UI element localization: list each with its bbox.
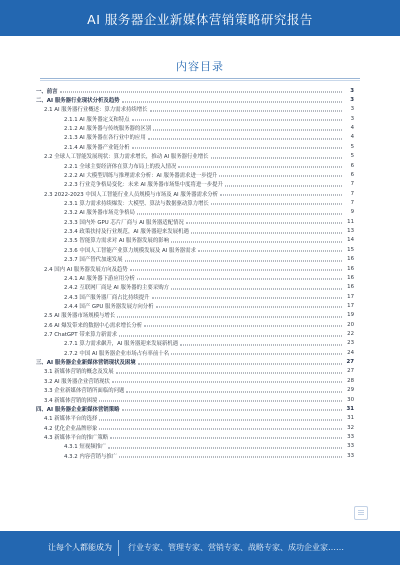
document-icon (354, 506, 368, 520)
toc-entry[interactable] (36, 423, 354, 432)
toc-leader-dots (99, 419, 342, 420)
toc-entry-page: 31 (346, 405, 354, 412)
report-title: AI 服务器企业新媒体营销策略研究报告 (87, 12, 313, 27)
toc-entry-page: 3 (350, 115, 354, 122)
toc-leader-dots (219, 176, 342, 177)
toc-leader-dots (220, 195, 342, 196)
toc-entry-label: 4.3.2 内容营销与推广 (64, 453, 118, 460)
toc-entry-label: 2.7.1 算力需求飙升，AI 服务器迎来发展新机遇 (64, 341, 179, 348)
toc-entry-label: 4.2 优化企业品牌形象 (44, 425, 98, 432)
toc-entry-label: 2.3 2022-2023 中国人工智能行业人员规模与市场及 AI 服务器需求分析 (44, 191, 219, 198)
toc-entry-label: 2.4.4 国产 GPU 服务器发展方向分析 (64, 303, 154, 310)
toc-leader-dots (119, 335, 342, 336)
toc-entry[interactable] (36, 245, 354, 254)
toc-leader-dots (137, 213, 342, 214)
toc-entry-page: 5 (350, 143, 354, 150)
footer-separator (118, 540, 119, 556)
toc-entry[interactable] (36, 123, 354, 132)
toc-entry-page: 5 (350, 153, 354, 160)
toc-entry-label: 一、前言 (36, 88, 58, 95)
toc-entry-page: 32 (347, 424, 354, 431)
page-footer (0, 531, 400, 565)
toc-entry-page: 24 (347, 349, 354, 356)
toc-leader-dots (191, 232, 342, 233)
toc-entry-label: 三、AI 服务器企业新媒体营销现状及困境 (36, 360, 136, 367)
toc-entry-label: 2.5 AI 服务器市场规模与增长 (44, 313, 116, 320)
toc-entry[interactable] (36, 442, 354, 451)
toc-entry-page: 7 (350, 199, 354, 206)
toc-leader-dots (116, 372, 342, 373)
toc-entry[interactable] (36, 367, 354, 376)
toc-entry-page: 30 (347, 396, 354, 403)
toc-entry[interactable] (36, 264, 354, 273)
toc-entry-page: 20 (347, 321, 354, 328)
toc-leader-dots (152, 298, 342, 299)
toc-entry[interactable] (36, 414, 354, 423)
toc-entry-page: 11 (347, 218, 354, 225)
footer-slogan-left: 让每个人都能成为 (48, 543, 112, 552)
toc-leader-dots (137, 279, 342, 280)
toc-leader-dots (171, 354, 342, 355)
toc-entry-label: 四、AI 服务器企业新媒体营销策略 (36, 406, 120, 413)
toc-entry-page: 19 (347, 312, 354, 319)
toc-leader-dots (198, 251, 342, 252)
toc-entry-page: 6 (350, 162, 354, 169)
toc-entry-page: 17 (347, 302, 354, 309)
toc-leader-dots (125, 260, 342, 261)
toc-entry-label: 2.3.5 智能算力需求对 AI 服务器发展的影响 (64, 238, 169, 245)
footer-slogan-right: 行业专家、管理专家、营销专家、战略专家、成功企业家…… (128, 543, 344, 552)
toc-leader-dots (138, 363, 342, 364)
toc-entry[interactable] (36, 133, 354, 142)
toc-entry-page: 3 (350, 97, 354, 104)
toc-entry[interactable] (36, 198, 354, 207)
toc-entry-label: 4.1 新媒体平台的选择 (44, 416, 98, 423)
toc-leader-dots (126, 391, 342, 392)
toc-entry-label: 2.3.3 国内外 GPU 芯片厂商与 AI 服务器适配情况 (64, 219, 184, 226)
toc-entry-page: 14 (347, 237, 354, 244)
toc-entry-page: 16 (347, 256, 354, 263)
toc-entry[interactable] (36, 292, 354, 301)
toc-title: 内容目录 (176, 60, 224, 73)
toc-entry-page: 16 (347, 265, 354, 272)
toc-entry-label: 3.2 AI 服务器企业营销现状 (44, 378, 110, 385)
toc-entry[interactable] (36, 404, 354, 413)
toc-entry[interactable] (36, 386, 354, 395)
toc-leader-dots (108, 447, 342, 448)
toc-entry-label: 2.1 AI 服务器行业概述：算力需求持续增长 (44, 107, 148, 114)
toc-entry[interactable] (36, 189, 354, 198)
toc-entry-label: 2.7.2 中国 AI 服务器企业市场占有率前十名 (64, 350, 169, 357)
toc-entry-label: 2.7 ChatGPT 带来算力新需求 (44, 332, 118, 339)
toc-leader-dots (99, 429, 342, 430)
toc-entry[interactable] (36, 273, 354, 282)
toc-entry-label: 3.1 新媒体营销的概念及发展 (44, 369, 114, 376)
toc-leader-dots (153, 129, 342, 130)
toc-entry-label: 2.1.4 AI 服务器产业链分析 (64, 144, 130, 151)
toc-entry-label: 2.2 全球人工智能发展现状：算力需求增长，推动 AI 服务器行业增长 (44, 154, 209, 161)
toc-entry[interactable] (36, 432, 354, 441)
toc-entry[interactable] (36, 320, 354, 329)
toc-leader-dots (99, 401, 342, 402)
toc-leader-dots (150, 110, 342, 111)
toc-entry[interactable] (36, 217, 354, 226)
toc-leader-dots (117, 316, 342, 317)
toc-entry-page: 6 (350, 171, 354, 178)
toc-entry[interactable] (36, 301, 354, 310)
toc-entry-label: 3.3 企业新媒体营销所面临的问题 (44, 388, 125, 395)
page-header (0, 0, 400, 36)
toc-entry-label: 2.3.6 中国人工智能产业算力规模发展及 AI 服务器需求 (64, 247, 196, 254)
toc-entry[interactable] (36, 395, 354, 404)
toc-entry-label: 2.6 AI 爆发带来的数据中心需求增长分析 (44, 322, 143, 329)
toc-entry-label: 2.2.2 AI 大模型训练与推理需求分析：AI 服务器需求进一步提升 (64, 172, 218, 179)
toc-leader-dots (132, 120, 342, 121)
toc-entry-page: 17 (347, 293, 354, 300)
toc-entry[interactable] (36, 95, 354, 104)
toc-entry[interactable] (36, 283, 354, 292)
toc-entry[interactable] (36, 114, 354, 123)
toc-leader-dots (180, 344, 342, 345)
toc-leader-dots (130, 270, 342, 271)
toc-entry-page: 13 (347, 228, 354, 235)
toc-entry[interactable] (36, 339, 354, 348)
toc-entry-label: 2.3.4 政策扶持及行业规范，AI 服务器迎来发展机遇 (64, 229, 189, 236)
toc-entry[interactable] (36, 142, 354, 151)
toc-entry-page: 33 (347, 452, 354, 459)
toc-entry[interactable] (36, 357, 354, 366)
toc-leader-dots (110, 438, 342, 439)
toc-leader-dots (171, 288, 342, 289)
toc-leader-dots (122, 101, 342, 102)
toc-entry-label: 2.3.2 AI 服务器市场竞争格局 (64, 210, 135, 217)
toc-entry-label: 2.1.1 AI 服务器定义和特点 (64, 116, 130, 123)
toc-entry-label: 2.3.1 算力需求持续爆发：大模型、算法与数据驱动算力增长 (64, 200, 209, 207)
toc-entry-page: 33 (347, 443, 354, 450)
toc-leader-dots (144, 326, 342, 327)
toc-entry[interactable] (36, 170, 354, 179)
toc-entry-page: 7 (350, 190, 354, 197)
toc-entry-page: 22 (347, 331, 354, 338)
toc-entry[interactable] (36, 329, 354, 338)
toc-entry-page: 7 (350, 181, 354, 188)
toc-entry-label: 3.4 新媒体营销的困境 (44, 397, 98, 404)
toc-leader-dots (211, 157, 342, 158)
toc-entry[interactable] (36, 86, 354, 95)
toc-entry[interactable] (36, 208, 354, 217)
toc-entry-label: 2.2.1 全球主要经济体在算力布局上的投入情况 (64, 163, 177, 170)
toc-entry-label: 4.3 新媒体平台的推广策略 (44, 434, 109, 441)
toc-entry[interactable] (36, 311, 354, 320)
toc-entry-page: 29 (347, 387, 354, 394)
toc-entry-page: 23 (347, 340, 354, 347)
toc-leader-dots (122, 410, 342, 411)
toc-entry-label: 2.4.1 AI 服务器下游应用分析 (64, 275, 135, 282)
toc-leader-dots (112, 382, 342, 383)
toc-leader-dots (148, 138, 342, 139)
toc-leader-dots (119, 457, 342, 458)
toc-leader-dots (60, 92, 342, 93)
toc-entry-page: 16 (347, 274, 354, 281)
toc-entry-page: 28 (347, 377, 354, 384)
toc-divider (40, 78, 360, 79)
toc-entry[interactable] (36, 152, 354, 161)
toc-entry[interactable] (36, 105, 354, 114)
toc-entry-page: 3 (350, 87, 354, 94)
toc-leader-dots (132, 148, 342, 149)
toc-entry[interactable] (36, 348, 354, 357)
toc-leader-dots (225, 185, 342, 186)
toc-entry-page: 31 (347, 415, 354, 422)
toc-divider-secondary (40, 80, 360, 81)
toc-entry-page: 9 (350, 209, 354, 216)
toc-entry-page: 3 (350, 106, 354, 113)
toc-entry[interactable] (36, 236, 354, 245)
toc-entry-page: 16 (347, 284, 354, 291)
toc-leader-dots (178, 167, 342, 168)
toc-entry[interactable] (36, 180, 354, 189)
toc-leader-dots (211, 204, 342, 205)
toc-entry-label: 4.3.1 短视频推广 (64, 444, 107, 451)
toc-entry-label: 2.1.3 AI 服务器在各行业中的应用 (64, 135, 146, 142)
toc-entry-page: 27 (346, 359, 354, 366)
toc-entry-label: 2.2.3 行业竞争格局变化：未来 AI 服务器市场集中度将进一步提升 (64, 182, 223, 189)
toc-entry-page: 4 (350, 134, 354, 141)
toc-leader-dots (171, 241, 342, 242)
toc-leader-dots (156, 307, 342, 308)
toc-entry-label: 2.4.2 互联网厂商是 AI 服务器的主要采购方 (64, 285, 169, 292)
toc-entry-label: 2.3.7 国产替代加速发展 (64, 257, 123, 264)
toc-leader-dots (186, 223, 342, 224)
toc-entry-label: 二、AI 服务器行业现状分析及趋势 (36, 98, 120, 105)
toc-entry[interactable] (36, 376, 354, 385)
toc-entry[interactable] (36, 254, 354, 263)
toc-entry[interactable] (36, 451, 354, 460)
toc-entry-page: 33 (347, 433, 354, 440)
toc-entry-label: 2.4.3 国产服务器厂商占比持续提升 (64, 294, 150, 301)
toc-entry[interactable] (36, 226, 354, 235)
toc-entry-label: 2.4 国内 AI 服务器发展方向及趋势 (44, 266, 128, 273)
toc-entry[interactable] (36, 161, 354, 170)
toc-entry-page: 15 (347, 246, 354, 253)
toc-entry-page: 4 (350, 125, 354, 132)
toc-entry-page: 27 (347, 368, 354, 375)
toc-entry-label: 2.1.2 AI 服务器与传统服务器的区别 (64, 126, 152, 133)
table-of-contents (36, 86, 354, 460)
